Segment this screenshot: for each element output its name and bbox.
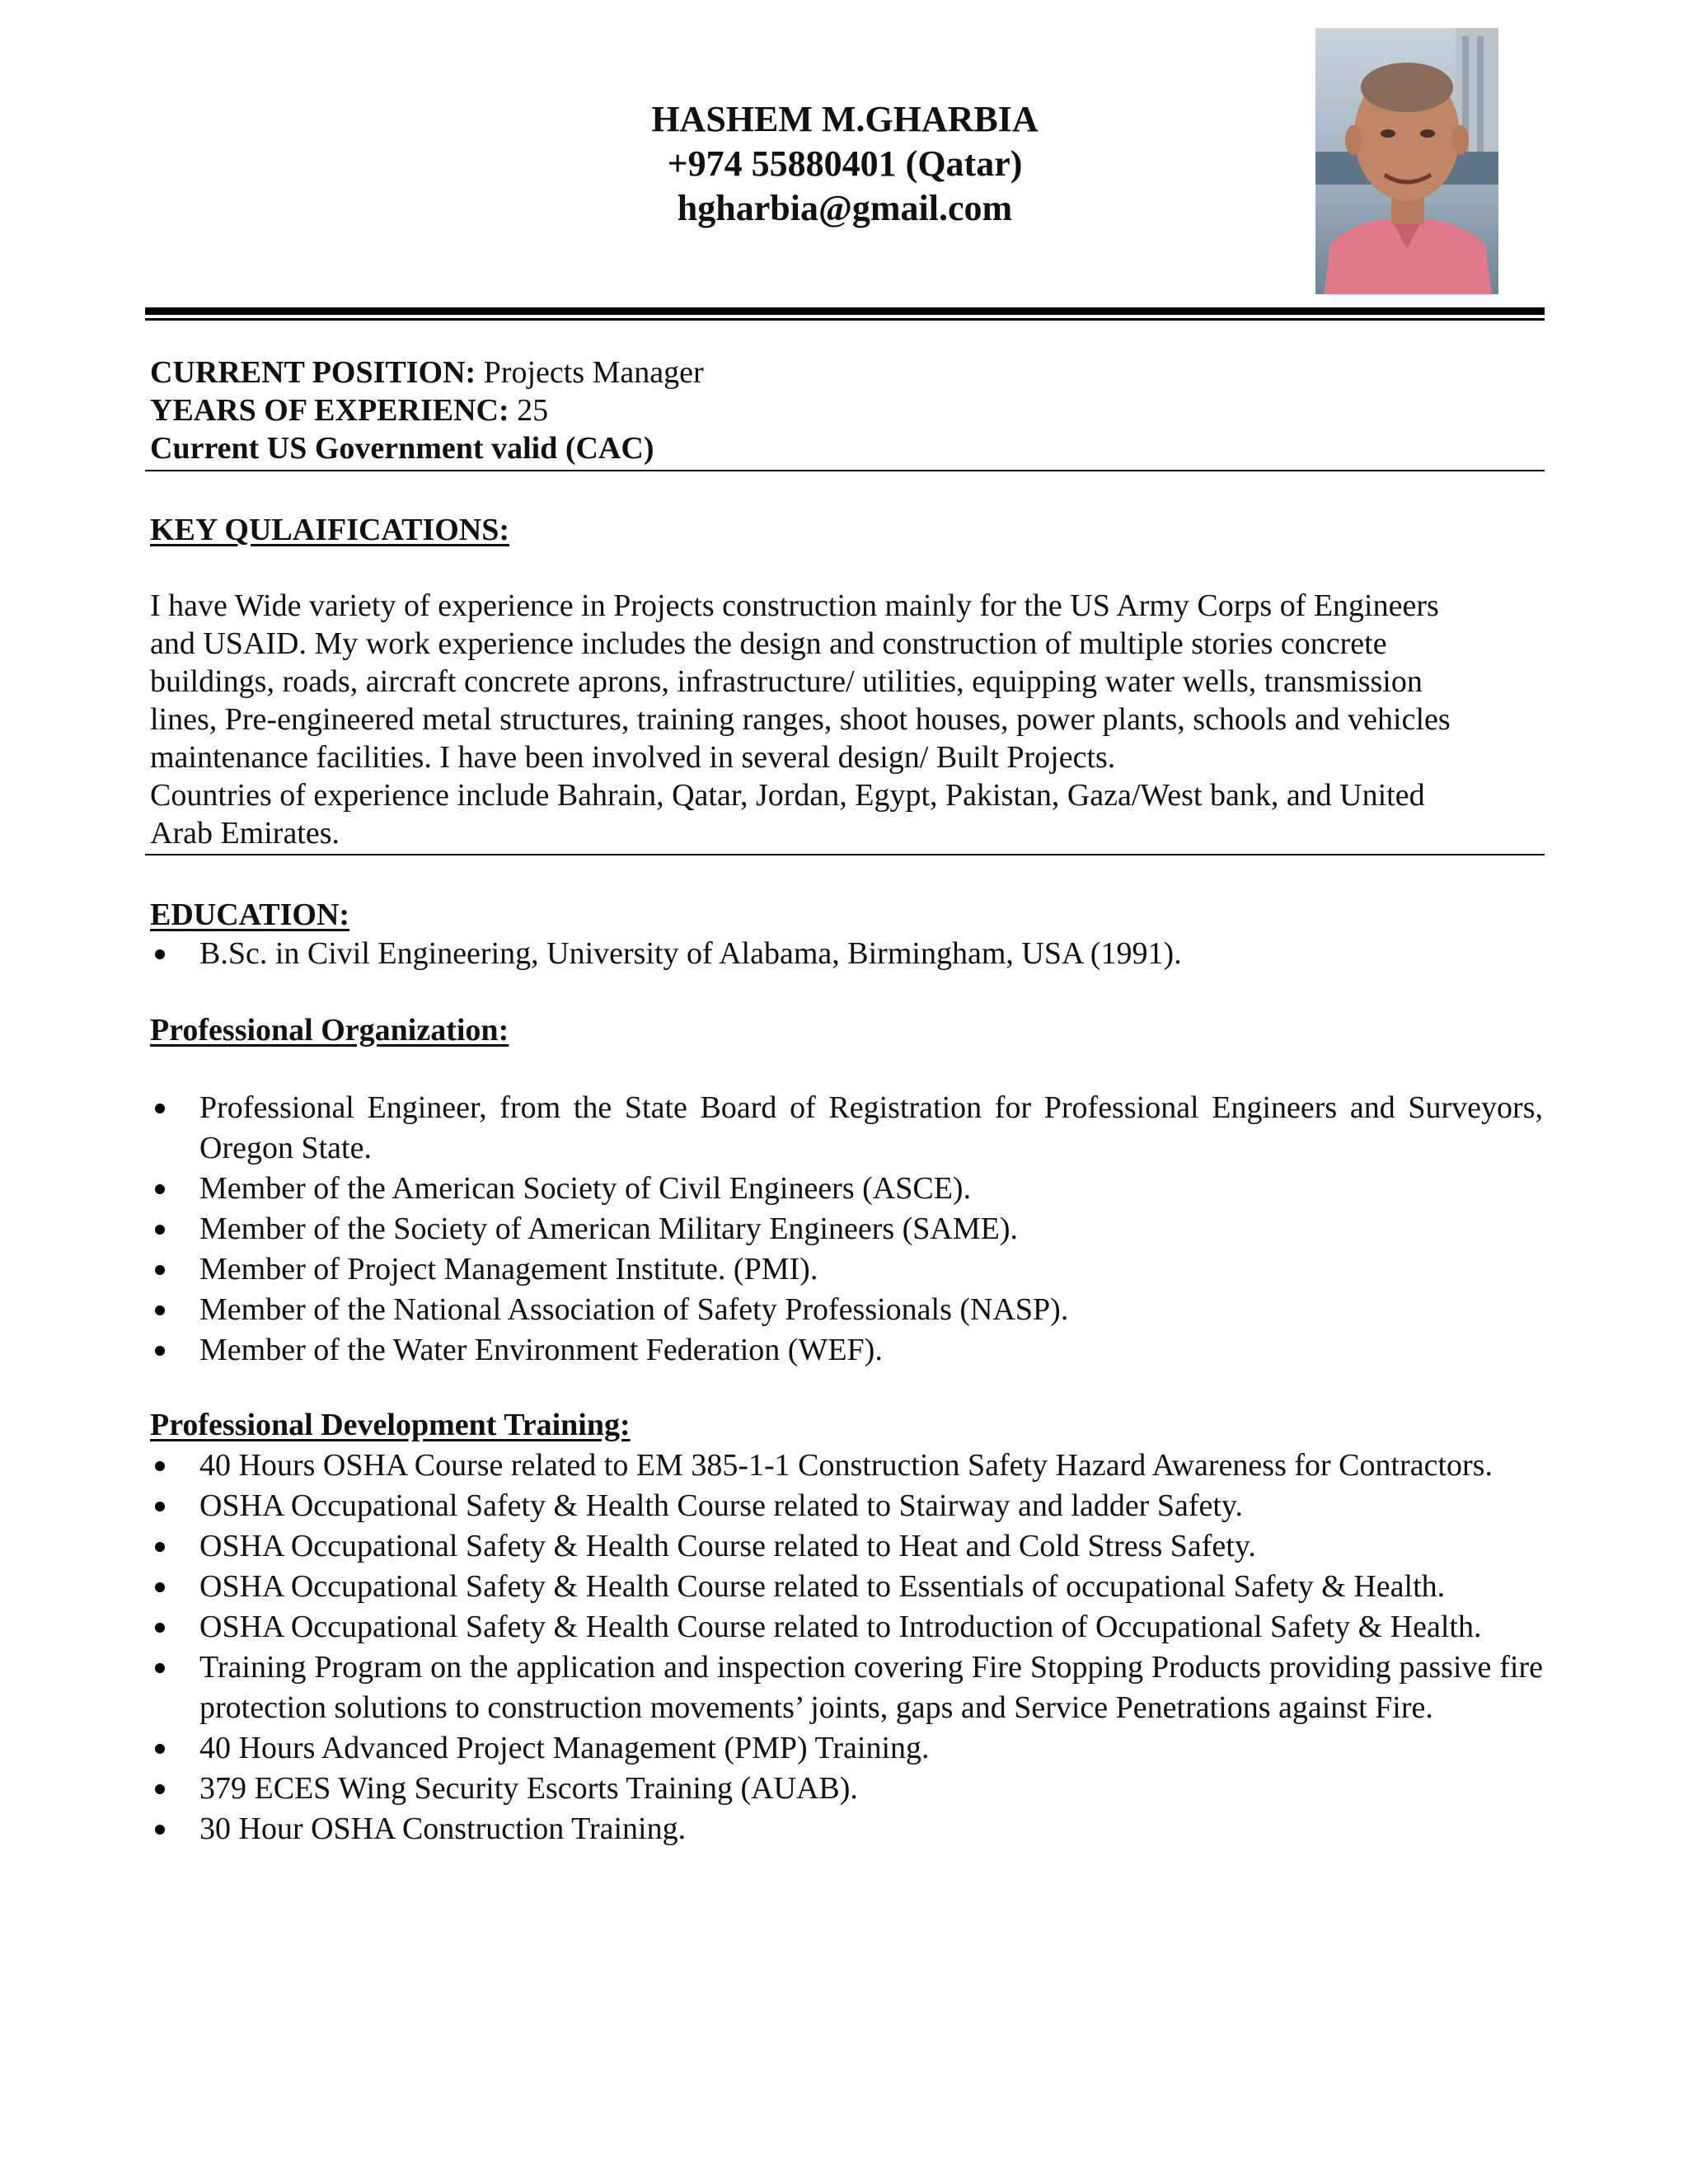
list-item-text: Training Program on the application and inspection covering Fire Stopping Products providing passive fire protection solutions to construction movements’ joints, gaps and Service Penetrations against Fire. [199,1650,1543,1725]
bullet-icon [155,1663,165,1673]
list-item-text: Member of the Water Environment Federation (WEF). [199,1333,883,1367]
list-item-text: Member of the National Association of Safety Professionals (NASP). [199,1292,1069,1327]
list-item-text: B.Sc. in Civil Engineering, University of Alabama, Birmingham, USA (1991). [199,936,1182,971]
training-list [150,1446,1543,1849]
list-item-text: OSHA Occupational Safety & Health Course related to Heat and Cold Stress Safety. [199,1529,1256,1563]
years-experience-label: YEARS OF EXPERIENC: [150,393,509,428]
profile-photo [1315,28,1498,294]
organization-heading [150,1011,1543,1049]
years-experience-value: 25 [509,393,549,428]
section-divider [145,470,1545,471]
text-line: and USAID. My work experience includes the design and construction of multiple stories concrete [150,626,1387,661]
list-item [150,1769,1543,1809]
text-line: Countries of experience include Bahrain, Qatar, Jordan, Egypt, Pakistan, Gaza/West bank, and United [150,778,1425,813]
list-item-text: 379 ECES Wing Security Escorts Training (AUAB). [199,1771,858,1806]
list-item-text: Professional Engineer, from the State Board of Registration for Professional Engineers and Surveyors, Oregon State. [199,1090,1543,1165]
bullet-icon [155,1825,165,1835]
phone-number: +974 55880401 (Qatar) [667,143,1023,184]
list-item [150,1809,1543,1849]
bullet-icon [155,1461,165,1471]
candidate-name: HASHEM M.GHARBIA [651,99,1039,139]
list-item [150,1486,1543,1526]
list-item-text: 40 Hours Advanced Project Management (PMP) Training. [199,1731,930,1765]
list-item [150,1330,1543,1371]
qualifications-paragraph [150,587,1543,852]
list-item [150,1446,1543,1486]
list-item [150,1209,1543,1249]
section-heading: Professional Organization: [150,1013,509,1047]
bullet-icon [155,1305,165,1315]
list-item [150,1249,1543,1290]
list-item [150,1728,1543,1769]
list-item [150,1647,1543,1728]
list-item [150,1607,1543,1647]
current-position-line [150,354,1543,391]
header-divider-thin [145,318,1545,321]
bullet-icon [155,1184,165,1194]
text-line: Arab Emirates. [150,816,340,851]
text-line: lines, Pre-engineered metal structures, training ranges, shoot houses, power plants, schools and vehicles [150,702,1451,737]
list-item-text: OSHA Occupational Safety & Health Course related to Essentials of occupational Safety & Health. [199,1569,1446,1604]
cac-status: Current US Government valid (CAC) [150,431,654,466]
section-heading: Professional Development Training: [150,1408,631,1442]
current-position-block [150,354,1543,467]
bullet-icon [155,1623,165,1633]
text-line: buildings, roads, aircraft concrete aprons, infrastructure/ utilities, equipping water wells, transmission [150,664,1423,699]
bullet-icon [155,1225,165,1235]
text-line: I have Wide variety of experience in Projects construction mainly for the US Army Corps of Engineers [150,588,1439,623]
bullet-icon [155,1265,165,1275]
education-heading [150,896,1543,934]
years-experience-line [150,391,1543,429]
list-item [150,1169,1543,1209]
header-divider-thick [145,307,1545,315]
bullet-icon [155,1502,165,1511]
bullet-icon [155,1346,165,1356]
current-position-label: CURRENT POSITION: [150,355,476,390]
list-item [150,934,1543,974]
list-item-text: Member of the American Society of Civil Engineers (ASCE). [199,1171,972,1206]
education-list [150,934,1543,974]
list-item [150,1088,1543,1169]
bullet-icon [155,1582,165,1592]
list-item [150,1567,1543,1607]
key-qualifications-heading [150,511,1543,549]
bullet-icon [155,1104,165,1113]
list-item-text: Member of the Society of American Military Engineers (SAME). [199,1212,1019,1246]
section-divider [145,854,1545,855]
list-item-text: 40 Hours OSHA Course related to EM 385-1-1 Construction Safety Hazard Awareness for Contractors. [199,1448,1493,1483]
organization-list [150,1088,1543,1371]
email-address: hgharbia@gmail.com [677,188,1013,228]
list-item-text: 30 Hour OSHA Construction Training. [199,1811,687,1846]
bullet-icon [155,949,165,959]
current-position-value: Projects Manager [476,355,704,390]
list-item [150,1290,1543,1330]
bullet-icon [155,1542,165,1552]
section-heading: KEY QULAIFICATIONS: [150,513,509,547]
training-heading [150,1406,1543,1444]
bullet-icon [155,1784,165,1794]
list-item [150,1526,1543,1567]
text-line: maintenance facilities. I have been involved in several design/ Built Projects. [150,740,1116,775]
bullet-icon [155,1744,165,1754]
list-item-text: OSHA Occupational Safety & Health Course related to Stairway and ladder Safety. [199,1488,1243,1523]
list-item-text: Member of Project Management Institute. (PMI). [199,1252,818,1286]
list-item-text: OSHA Occupational Safety & Health Course related to Introduction of Occupational Safety & Health. [199,1610,1482,1644]
section-heading: EDUCATION: [150,898,350,932]
